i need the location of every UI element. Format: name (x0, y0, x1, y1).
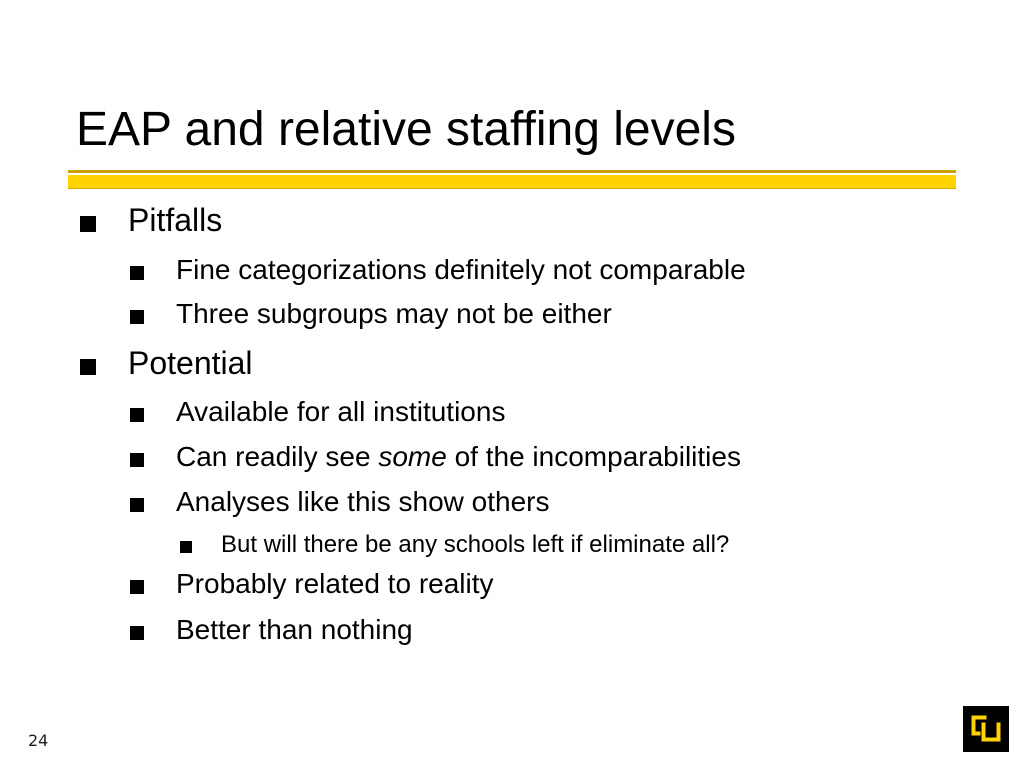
square-bullet-icon (130, 310, 144, 324)
bullet-text: Pitfalls (128, 202, 223, 238)
square-bullet-icon (180, 541, 192, 553)
square-bullet-icon (130, 408, 144, 422)
bullet-text: Probably related to reality (176, 568, 494, 599)
square-bullet-icon (130, 580, 144, 594)
square-bullet-icon (130, 266, 144, 280)
cu-logo-icon (963, 706, 1009, 752)
bullet-text: Potential (128, 345, 253, 381)
bullet-text-part: of the incomparabilities (446, 441, 741, 472)
slide-title: EAP and relative staffing levels (76, 103, 736, 156)
bullet-text-emphasis: some (378, 441, 447, 472)
square-bullet-icon (130, 626, 144, 640)
cu-logo-graphic (963, 706, 1009, 752)
bullet-text: Better than nothing (176, 614, 413, 645)
bullet-text-part: Can readily see (176, 441, 379, 472)
bullet-text: Fine categorizations definitely not comparable (176, 254, 746, 285)
square-bullet-icon (80, 216, 96, 232)
bullet-text: Available for all institutions (176, 396, 506, 427)
bullet-text (176, 441, 741, 473)
bullet-text: Three subgroups may not be either (176, 298, 612, 329)
square-bullet-icon (130, 498, 144, 512)
bullet-text: But will there be any schools left if eliminate all? (221, 531, 730, 558)
square-bullet-icon (130, 453, 144, 467)
page-number: 24 (28, 731, 49, 750)
square-bullet-icon (80, 359, 96, 375)
bullet-text: Analyses like this show others (176, 486, 550, 517)
